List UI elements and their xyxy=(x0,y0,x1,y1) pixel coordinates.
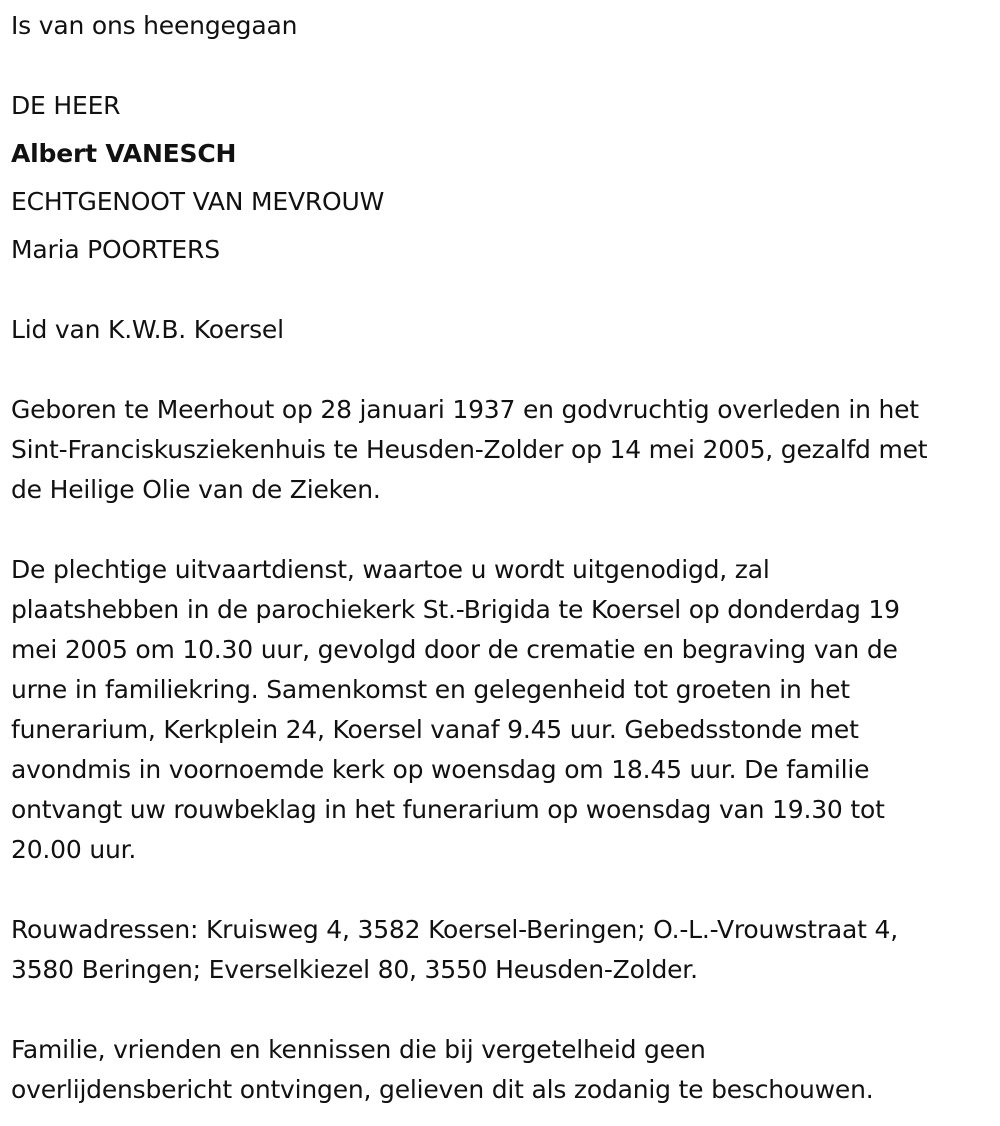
paragraph-line: plaatshebben in de parochiekerk St.-Brigida te Koersel op donderdag 19 xyxy=(11,595,900,624)
funeral-paragraph xyxy=(11,550,996,870)
birth-death-paragraph xyxy=(11,390,996,510)
paragraph-line: de Heilige Olie van de Zieken. xyxy=(11,475,381,504)
title-text: DE HEER xyxy=(11,91,121,120)
paragraph-line: overlijdensbericht ontvingen, gelieven dit als zodanig te beschouwen. xyxy=(11,1075,874,1104)
paragraph-line: ontvangt uw rouwbeklag in het funerarium op woensdag van 19.30 tot xyxy=(11,795,885,824)
paragraph-line: avondmis in voornoemde kerk op woensdag om 18.45 uur. De familie xyxy=(11,755,870,784)
paragraph-line: De plechtige uitvaartdienst, waartoe u wordt uitgenodigd, zal xyxy=(11,555,770,584)
paragraph-line: Geboren te Meerhout op 28 januari 1937 en godvruchtig overleden in het xyxy=(11,395,919,424)
paragraph-line: 3580 Beringen; Everselkiezel 80, 3550 Heusden-Zolder. xyxy=(11,955,698,984)
closing-paragraph xyxy=(11,1030,996,1110)
paragraph-line: Sint-Franciskusziekenhuis te Heusden-Zolder op 14 mei 2005, gezalfd met xyxy=(11,435,928,464)
intro-text: Is van ons heengegaan xyxy=(11,11,298,40)
paragraph-line: mei 2005 om 10.30 uur, gevolgd door de crematie en begraving van de xyxy=(11,635,898,664)
paragraph-line: urne in familiekring. Samenkomst en gelegenheid tot groeten in het xyxy=(11,675,850,704)
paragraph-line: Familie, vrienden en kennissen die bij vergetelheid geen xyxy=(11,1035,706,1064)
addresses-paragraph xyxy=(11,910,996,990)
deceased-name: Albert VANESCH xyxy=(11,139,237,168)
paragraph-line: funerarium, Kerkplein 24, Koersel vanaf 9.45 uur. Gebedsstonde met xyxy=(11,715,859,744)
membership-text: Lid van K.W.B. Koersel xyxy=(11,315,284,344)
spouse-name: Maria POORTERS xyxy=(11,235,220,264)
paragraph-line: 20.00 uur. xyxy=(11,835,137,864)
paragraph-line: Rouwadressen: Kruisweg 4, 3582 Koersel-Beringen; O.-L.-Vrouwstraat 4, xyxy=(11,915,898,944)
spouse-label: ECHTGENOOT VAN MEVROUW xyxy=(11,187,385,216)
